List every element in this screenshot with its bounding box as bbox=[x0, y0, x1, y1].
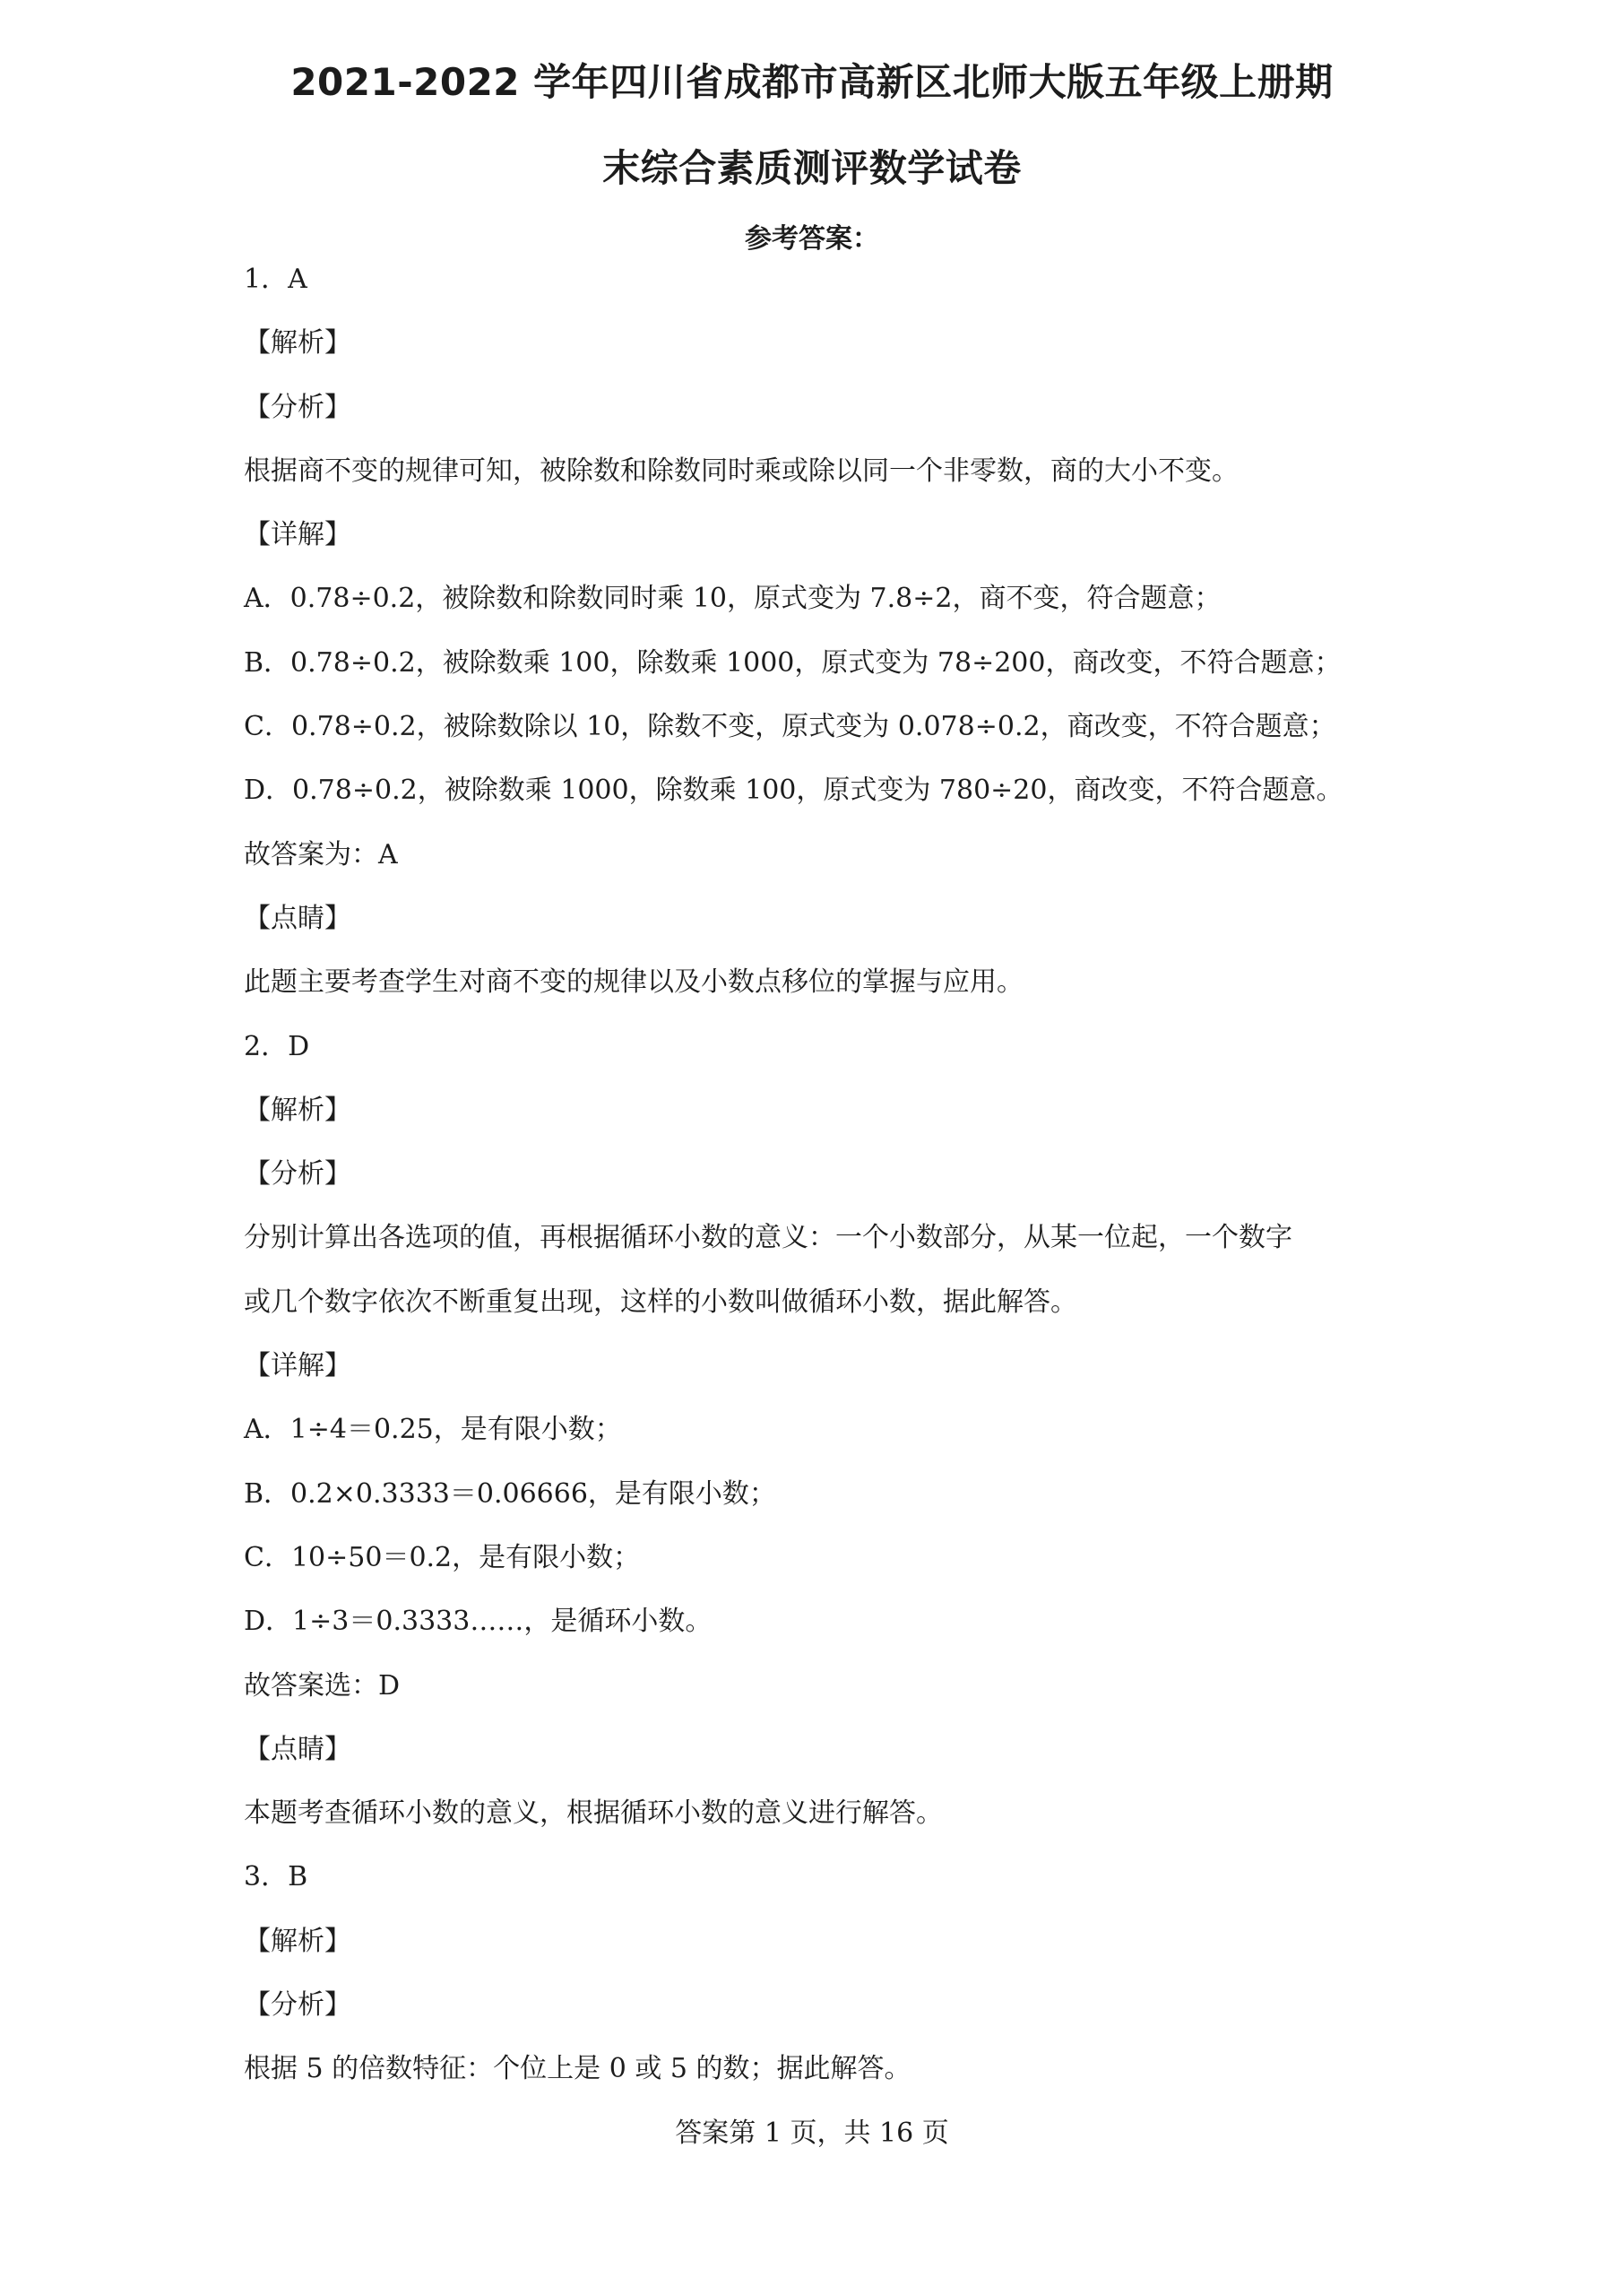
content-line: 分别计算出各选项的值，再根据循环小数的意义：一个小数部分，从某一位起，一个数字 bbox=[244, 1222, 1292, 1254]
content-line: 根据商不变的规律可知，被除数和除数同时乘或除以同一个非零数，商的大小不变。 bbox=[244, 455, 1239, 487]
content-line: 【详解】 bbox=[244, 1350, 351, 1382]
content-line: 3．B bbox=[244, 1861, 308, 1893]
content-line: 【点睛】 bbox=[244, 902, 351, 934]
content-line: D．0.78÷0.2，被除数乘 1000，除数乘 100，原式变为 780÷20，商改变，不符合题意。 bbox=[244, 775, 1343, 807]
content-line: 【详解】 bbox=[244, 519, 351, 551]
content-line: 【解析】 bbox=[244, 1094, 351, 1126]
page-footer: 答案第 1 页，共 16 页 bbox=[675, 2117, 949, 2149]
content-line: B．0.78÷0.2，被除数乘 100，除数乘 1000，原式变为 78÷200，商改变，不符合题意； bbox=[244, 646, 1342, 679]
content-line: 本题考查循环小数的意义，根据循环小数的意义进行解答。 bbox=[244, 1797, 943, 1830]
content-line: 【分析】 bbox=[244, 1158, 351, 1191]
content-line: 此题主要考查学生对商不变的规律以及小数点移位的掌握与应用。 bbox=[244, 966, 1024, 999]
answer-heading: 参考答案： bbox=[745, 223, 879, 255]
document-title-line-1: 2021-2022 学年四川省成都市高新区北师大版五年级上册期 bbox=[290, 60, 1334, 104]
content-line: 【分析】 bbox=[244, 1989, 351, 2022]
content-line: 【点睛】 bbox=[244, 1733, 351, 1765]
content-line: 【解析】 bbox=[244, 327, 351, 359]
content-line: D．1÷3＝0.3333……，是循环小数。 bbox=[244, 1606, 713, 1638]
content-line: 或几个数字依次不断重复出现，这样的小数叫做循环小数，据此解答。 bbox=[244, 1286, 1077, 1318]
content-line: A．0.78÷0.2，被除数和除数同时乘 10，原式变为 7.8÷2，商不变，符合题意； bbox=[244, 583, 1222, 615]
content-line: 【分析】 bbox=[244, 391, 351, 423]
content-line: 【解析】 bbox=[244, 1925, 351, 1957]
content-line: A．1÷4＝0.25，是有限小数； bbox=[244, 1414, 622, 1446]
content-line: 2．D bbox=[244, 1030, 310, 1062]
answer-content bbox=[244, 247, 1409, 2101]
content-line: 1．A bbox=[244, 264, 307, 295]
content-line: 根据 5 的倍数特征：个位上是 0 或 5 的数；据此解答。 bbox=[244, 2053, 911, 2085]
content-line: 故答案为：A bbox=[244, 838, 398, 870]
content-line: C．0.78÷0.2，被除数除以 10，除数不变，原式变为 0.078÷0.2，商改变，不符合题意； bbox=[244, 711, 1336, 743]
content-line: B．0.2×0.3333＝0.06666，是有限小数； bbox=[244, 1477, 776, 1510]
content-line: C．10÷50＝0.2，是有限小数； bbox=[244, 1541, 641, 1573]
content-line: 故答案选：D bbox=[244, 1669, 401, 1702]
document-title-line-2: 末综合素质测评数学试卷 bbox=[602, 146, 1022, 190]
